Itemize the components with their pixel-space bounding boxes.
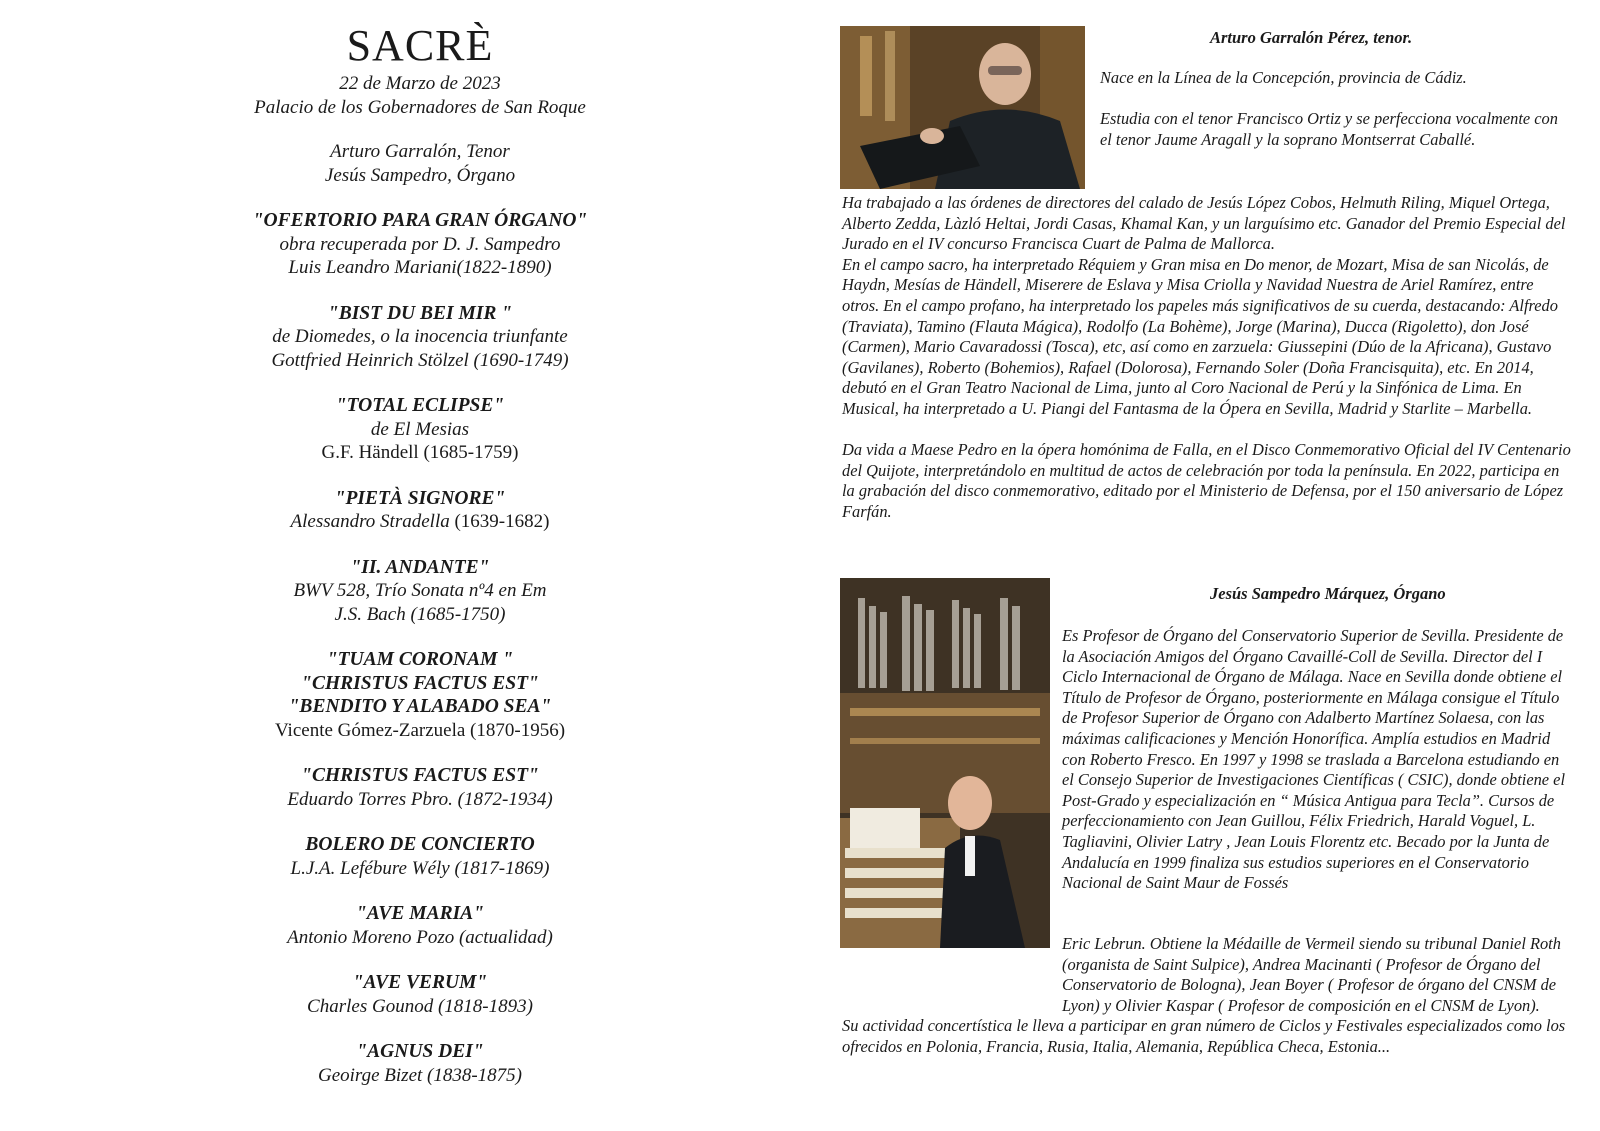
organist-bio xyxy=(842,934,1572,1058)
bio-paragraph: Estudia con el tenor Francisco Ortiz y se perfecciona vocalmente con el tenor Jaume Aragall y la soprano Montserrat Caballé. xyxy=(1100,109,1558,149)
piece-detail: de Diomedes, o la inocencia triunfante xyxy=(272,326,568,347)
bio-paragraph: Ha trabajado a las órdenes de directores del calado de Jesús López Cobos, Helmuth Riling, Miquel Ortega, Alberto Zedda, Làzló Heltai, Jordi Casas, Khamal Kan, y un larguísimo etc. Ganador del Premio Especial del Jurado en el IV concurso Francisca Cuart de Palma de Mallorca. xyxy=(842,193,1566,254)
program-piece xyxy=(210,394,630,465)
piece-title: "CHRISTUS FACTUS EST" xyxy=(301,672,539,694)
piece-composer: Antonio Moreno Pozo (actualidad) xyxy=(287,926,553,948)
program-piece xyxy=(210,302,630,373)
tenor-photo-illustration xyxy=(840,26,1085,189)
bio-paragraph: Es Profesor de Órgano del Conservatorio Superior de Sevilla. Presidente de la Asociación Amigos del Órgano Cavaillé-Coll de Sevilla. Director del I Ciclo Internacional de Órgano de Málaga. Nace en Sevilla donde obtiene el Título de Profesor de Órgano, posteriormente en Málaga consigue el Título de Profesor Superior de Órgano con Adalberto Martínez Solaesa, con las máximas calificaciones y Mención Honorífica. Amplía estudios en Madrid con Roberto Fresco. En 1997 y 1998 se traslada a Barcelona estudiando en el Consejo Superior de Investigaciones Científicas ( CSIC), donde obtiene el Post-Grado y especialización en “ Música Antigua para Tecla”. Cursos de perfeccionamiento con Jean Guillou, Félix Friedrich, Harald Voguel, L. Tagliavini, Olivier Latry , Jean Louis Florentz etc. Becado por la Junta de Andalucía en 1999 finaliza sus estudios superiores en el Conservatorio Nacional de Saint Maur de Fossés xyxy=(1062,626,1566,893)
piece-title: "PIETÀ SIGNORE" xyxy=(334,487,506,509)
piece-composer: L.J.A. Lefébure Wély (1817-1869) xyxy=(290,857,550,879)
piece-title: "AVE VERUM" xyxy=(352,972,488,993)
performers xyxy=(210,140,630,187)
bio-paragraph: Su actividad concertística le lleva a participar en gran número de Ciclos y Festivales especializados como los ofrecidos en Polonia, Francia, Rusia, Italia, Alemania, República Checa, Estonia... xyxy=(842,1016,1566,1056)
piece-composer: Luis Leandro Mariani(1822-1890) xyxy=(288,257,552,278)
piece-composer: Eduardo Torres Pbro. (1872-1934) xyxy=(287,788,553,810)
program-piece xyxy=(210,1040,630,1087)
organist-name: Jesús Sampedro Márquez, Órgano xyxy=(1210,584,1446,603)
performer: Arturo Garralón, Tenor xyxy=(330,141,510,162)
program-piece xyxy=(210,971,630,1018)
organist-intro xyxy=(1062,626,1572,894)
piece-title: "BENDITO Y ALABADO SEA" xyxy=(288,696,552,717)
piece-title: "CHRISTUS FACTUS EST" xyxy=(301,765,539,786)
tenor-photo xyxy=(840,26,1085,189)
program-piece xyxy=(210,833,630,880)
concert-date: 22 de Marzo de 2023 xyxy=(339,73,501,94)
piece-title: "OFERTORIO PARA GRAN ÓRGANO" xyxy=(252,210,588,231)
piece-composer xyxy=(210,510,630,534)
piece-title: "TOTAL ECLIPSE" xyxy=(335,395,505,416)
piece-title: "AVE MARIA" xyxy=(355,903,485,924)
program-piece xyxy=(210,764,630,811)
program-piece xyxy=(210,902,630,949)
piece-composer: J.S. Bach (1685-1750) xyxy=(334,603,506,625)
tenor-intro xyxy=(1100,68,1570,150)
piece-detail: de El Mesias xyxy=(370,418,470,440)
program-piece xyxy=(210,209,630,280)
piece-title: "II. ANDANTE" xyxy=(350,556,490,578)
bio-paragraph: Da vida a Maese Pedro en la ópera homónima de Falla, en el Disco Conmemorativo Oficial del IV Centenario del Quijote, interpretándolo en multitud de actos de celebración por toda la península. En 2022, participa en la grabación del disco conmemorativo, editado por el Ministerio de Defensa, por el 150 aniversario de López Farfán. xyxy=(842,440,1571,521)
program-title: SACRÈ xyxy=(346,21,494,70)
composer-dates: (1639-1682) xyxy=(449,511,550,532)
piece-composer: Geoirge Bizet (1838-1875) xyxy=(317,1064,523,1086)
piece-title: "BIST DU BEI MIR " xyxy=(327,302,513,324)
piece-composer: Vicente Gómez-Zarzuela (1870-1956) xyxy=(274,719,566,741)
program-piece xyxy=(210,487,630,534)
piece-composer: Gottfried Heinrich Stölzel (1690-1749) xyxy=(271,349,569,371)
tenor-name: Arturo Garralón Pérez, tenor. xyxy=(1210,28,1413,47)
organist-photo xyxy=(840,578,1050,948)
program-piece xyxy=(210,556,630,627)
concert-program xyxy=(210,20,630,1109)
concert-venue: Palacio de los Gobernadores de San Roque xyxy=(254,96,586,118)
piece-detail: obra recuperada por D. J. Sampedro xyxy=(279,233,561,255)
piece-title: BOLERO DE CONCIERTO xyxy=(305,834,535,855)
piece-title: "TUAM CORONAM " xyxy=(326,649,514,670)
performer: Jesús Sampedro, Órgano xyxy=(324,164,516,186)
piece-detail: BWV 528, Trío Sonata nº4 en Em xyxy=(293,580,547,601)
piece-title: "AGNUS DEI" xyxy=(356,1041,484,1062)
bio-paragraph: Nace en la Línea de la Concepción, provincia de Cádiz. xyxy=(1100,68,1467,87)
organist-photo-illustration xyxy=(840,578,1050,948)
tenor-bio xyxy=(842,193,1572,523)
piece-composer: Charles Gounod (1818-1893) xyxy=(307,995,533,1017)
piece-composer: G.F. Händell (1685-1759) xyxy=(321,442,519,463)
bio-paragraph: En el campo sacro, ha interpretado Réquiem y Gran misa en Do menor, de Mozart, Misa de san Nicolás, de Haydn, Mesías de Händell, Miserere de Eslava y Misa Criolla y Navidad Nuestra de Ariel Ramírez, entre otros. En el campo profano, ha interpretado los papeles más significativos de su cuerda, destacando: Alfredo (Traviata), Tamino (Flauta Mágica), Rodolfo (La Bohème), Jorge (Marina), Ducca (Rigoletto), don José (Carmen), Mario Cavaradossi (Tosca), etc, así como en zarzuela: Giussepini (Dúo de la Africana), Gustavo (Gavilanes), Roberto (Bohemios), Rafael (Dolorosa), Fernando Soler (Doña Francisquita), etc. En 2014, debutó en el Gran Teatro Nacional de Lima, junto al Coro Nacional de Perú y la Sinfónica de Lima. En Musical, ha interpretado a U. Piangi del Fantasma de la Ópera en Sevilla, Madrid y Starlite – Marbella. xyxy=(842,254,1558,418)
program-piece xyxy=(210,648,630,742)
composer-name: Alessandro Stradella xyxy=(290,511,450,532)
bio-paragraph: Eric Lebrun. Obtiene la Médaille de Vermeil siendo su tribunal Daniel Roth (organista de Saint Sulpice), Andrea Macinanti ( Profesor de Órgano del Conservatorio de Bologna), Jean Boyer ( Profesor de órgano del CNSM de Lyon) y Olivier Kaspar ( Profesor de composición en el CNSM de Lyon). xyxy=(1062,934,1561,1015)
